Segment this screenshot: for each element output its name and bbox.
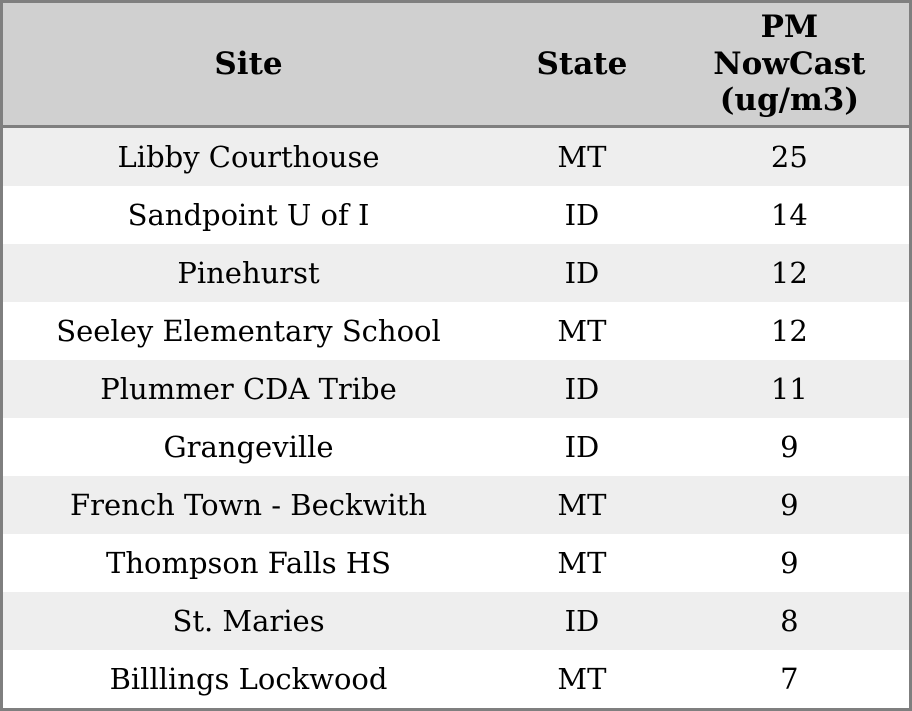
pm-value-cell: 9 bbox=[780, 488, 799, 522]
table-row bbox=[3, 186, 909, 244]
table-header-row bbox=[3, 3, 909, 128]
pm-header-line-3: (ug/m3) bbox=[719, 82, 859, 119]
pm-nowcast-header-text bbox=[713, 9, 865, 119]
site-cell: Billlings Lockwood bbox=[109, 662, 388, 696]
table-row bbox=[3, 650, 909, 708]
site-cell: Libby Courthouse bbox=[117, 140, 380, 174]
state-cell: MT bbox=[557, 314, 607, 348]
site-cell: St. Maries bbox=[172, 604, 325, 638]
site-cell: Seeley Elementary School bbox=[56, 314, 441, 348]
state-cell: ID bbox=[564, 198, 600, 232]
column-header-pm-nowcast bbox=[670, 3, 909, 125]
pm-header-line-1: PM bbox=[760, 9, 819, 46]
table-row bbox=[3, 418, 909, 476]
column-header-site: Site bbox=[214, 46, 283, 82]
state-cell: ID bbox=[564, 256, 600, 290]
table-row bbox=[3, 244, 909, 302]
table-row bbox=[3, 476, 909, 534]
table-row bbox=[3, 592, 909, 650]
table-row bbox=[3, 128, 909, 186]
table-row bbox=[3, 534, 909, 592]
pm-value-cell: 25 bbox=[770, 140, 808, 174]
pm-value-cell: 12 bbox=[770, 256, 808, 290]
site-cell: French Town - Beckwith bbox=[70, 488, 427, 522]
state-cell: ID bbox=[564, 430, 600, 464]
table-row bbox=[3, 360, 909, 418]
state-cell: MT bbox=[557, 488, 607, 522]
pm-value-cell: 9 bbox=[780, 546, 799, 580]
state-cell: ID bbox=[564, 372, 600, 406]
pm-value-cell: 9 bbox=[780, 430, 799, 464]
table-row bbox=[3, 302, 909, 360]
pm-value-cell: 8 bbox=[780, 604, 799, 638]
state-cell: MT bbox=[557, 140, 607, 174]
state-cell: MT bbox=[557, 662, 607, 696]
site-cell: Grangeville bbox=[163, 430, 334, 464]
state-cell: ID bbox=[564, 604, 600, 638]
pm-value-cell: 11 bbox=[770, 372, 808, 406]
column-header-state: State bbox=[536, 46, 628, 82]
pm-value-cell: 12 bbox=[770, 314, 808, 348]
pm-value-cell: 7 bbox=[780, 662, 799, 696]
site-cell: Sandpoint U of I bbox=[127, 198, 370, 232]
pm-header-line-2: NowCast bbox=[713, 45, 866, 82]
pm-value-cell: 14 bbox=[770, 198, 808, 232]
site-cell: Pinehurst bbox=[177, 256, 320, 290]
state-cell: MT bbox=[557, 546, 607, 580]
site-cell: Thompson Falls HS bbox=[106, 546, 392, 580]
site-cell: Plummer CDA Tribe bbox=[100, 372, 397, 406]
